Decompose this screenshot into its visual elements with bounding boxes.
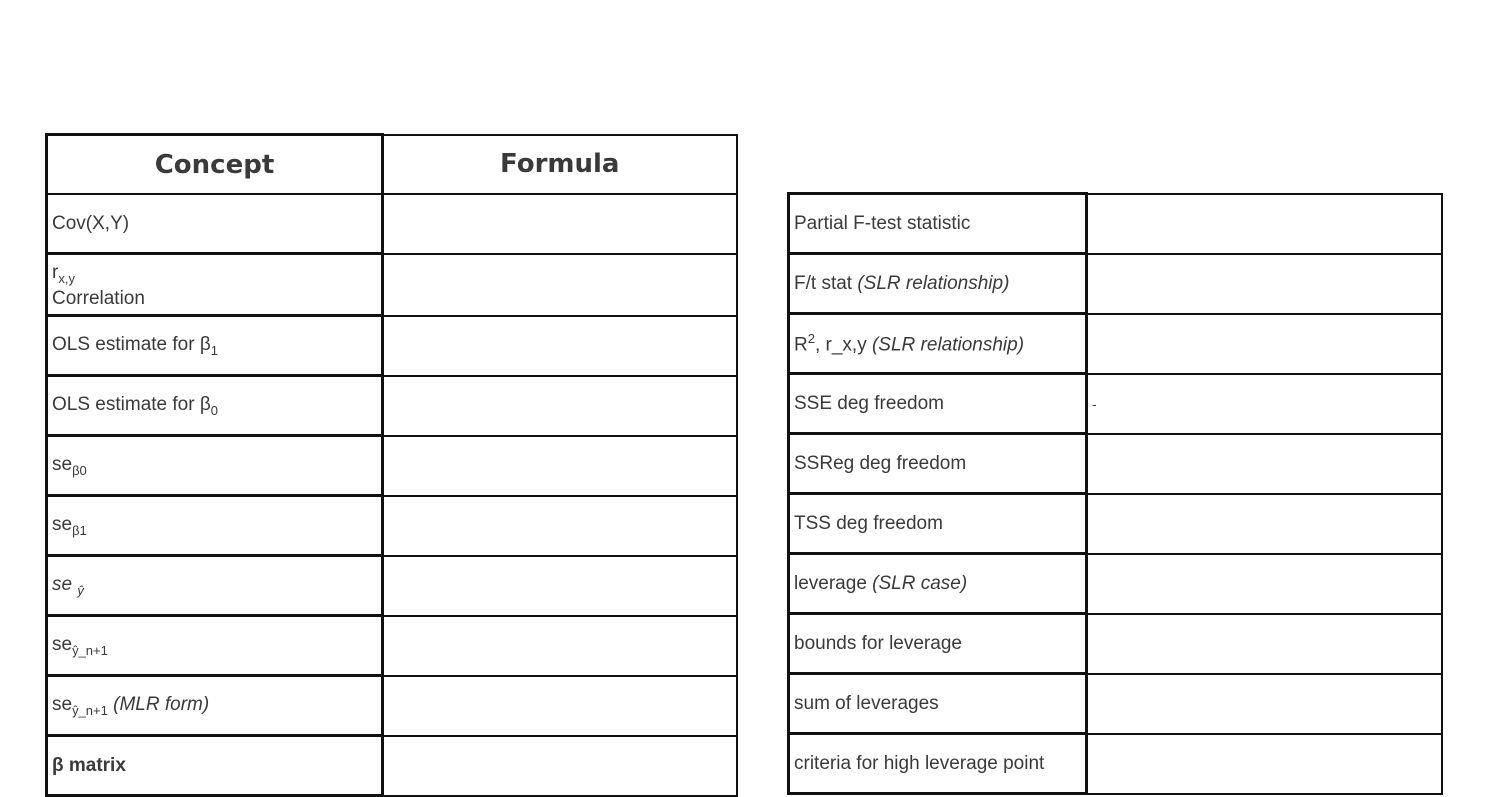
table-row <box>789 194 1442 254</box>
formula-cell[interactable] <box>1087 674 1442 734</box>
concept-text-line2: Correlation <box>52 288 145 310</box>
table-row <box>789 374 1442 434</box>
formula-cell[interactable] <box>383 556 737 616</box>
concept-cell <box>47 254 383 316</box>
concept-subscript: ŷ <box>77 582 84 598</box>
table-header-row <box>47 135 737 195</box>
table-row <box>789 434 1442 494</box>
table-row <box>47 616 737 676</box>
concept-text: bounds for leverage <box>794 632 962 654</box>
formula-cell[interactable] <box>383 436 737 496</box>
concept-cell <box>47 436 383 496</box>
table-row <box>789 494 1442 554</box>
concept-cell <box>789 494 1087 554</box>
concept-text: OLS estimate for β <box>52 393 211 415</box>
formula-cell[interactable] <box>1087 494 1442 554</box>
concept-text-rest: , r_x,y <box>814 334 867 356</box>
concept-note: (SLR case) <box>872 572 968 594</box>
formula-cell[interactable] <box>383 376 737 436</box>
concept-subscript: β1 <box>72 522 87 538</box>
concept-cell <box>47 736 383 796</box>
table-row <box>789 614 1442 674</box>
formula-cell[interactable] <box>383 616 737 676</box>
concept-subscript: x,y <box>58 270 75 286</box>
concept-cell <box>47 556 383 616</box>
formula-cell[interactable] <box>383 316 737 376</box>
formula-cell[interactable] <box>383 254 737 316</box>
formula-cell[interactable] <box>1087 374 1442 434</box>
table-row <box>47 556 737 616</box>
formula-cell[interactable] <box>1087 194 1442 254</box>
concept-text: se <box>52 513 73 535</box>
table-row <box>789 554 1442 614</box>
concept-text: se <box>52 693 73 715</box>
concept-cell <box>789 374 1087 434</box>
formula-cell[interactable] <box>383 496 737 556</box>
table-row <box>47 676 737 736</box>
concept-header: Concept <box>47 135 383 195</box>
table-row <box>789 674 1442 734</box>
concept-superscript: 2 <box>807 330 815 346</box>
concept-cell <box>789 314 1087 374</box>
formula-cell[interactable] <box>1087 314 1442 374</box>
concept-cell <box>47 316 383 376</box>
concept-text: Partial F-test statistic <box>794 212 971 234</box>
concept-text: sum of leverages <box>794 692 939 714</box>
concept-cell <box>789 554 1087 614</box>
formula-cell[interactable] <box>1087 254 1442 314</box>
concept-text: R <box>794 334 808 356</box>
concept-text: Cov(X,Y) <box>52 212 130 234</box>
table-row <box>47 254 737 316</box>
concept-text: r <box>52 261 59 283</box>
concept-text: SSReg deg freedom <box>794 452 967 474</box>
concept-cell <box>47 194 383 254</box>
concept-note: (MLR form) <box>113 693 210 715</box>
concept-cell <box>47 496 383 556</box>
concept-cell <box>789 674 1087 734</box>
concept-note: (SLR relationship) <box>857 272 1010 294</box>
concept-text: OLS estimate for β <box>52 333 211 355</box>
table-row <box>47 376 737 436</box>
concept-cell <box>789 434 1087 494</box>
concept-subscript: β0 <box>72 462 87 478</box>
table-row <box>47 496 737 556</box>
table-row <box>47 194 737 254</box>
concept-formula-table-right <box>787 192 1443 795</box>
concept-subscript: ŷ_n+1 <box>72 642 108 658</box>
concept-cell <box>47 376 383 436</box>
concept-cell <box>789 254 1087 314</box>
concept-text: SSE deg freedom <box>794 392 944 414</box>
concept-note: (SLR relationship) <box>871 334 1025 356</box>
table-row <box>47 436 737 496</box>
concept-text: criteria for high leverage point <box>794 752 1045 774</box>
concept-text: TSS deg freedom <box>794 512 943 534</box>
formula-header: Formula <box>383 135 737 195</box>
formula-text: - <box>1092 395 1097 412</box>
concept-cell <box>47 676 383 736</box>
concept-cell <box>789 194 1087 254</box>
table-row <box>47 316 737 376</box>
formula-cell[interactable] <box>1087 614 1442 674</box>
formula-cell[interactable] <box>383 676 737 736</box>
table-row <box>789 254 1442 314</box>
concept-text: F/t stat <box>794 272 853 294</box>
concept-cell <box>47 616 383 676</box>
concept-formula-table-left <box>45 133 738 797</box>
concept-subscript: 0 <box>210 402 218 418</box>
concept-text: se <box>52 633 73 655</box>
concept-text: β matrix <box>52 754 126 776</box>
concept-text: se <box>52 453 73 475</box>
table-row <box>789 314 1442 374</box>
concept-subscript: 1 <box>210 342 218 358</box>
formula-cell[interactable] <box>383 194 737 254</box>
concept-cell <box>789 614 1087 674</box>
concept-text: leverage <box>794 572 867 594</box>
concept-text: se <box>52 573 73 595</box>
table-row <box>47 736 737 796</box>
formula-cell[interactable] <box>383 736 737 796</box>
formula-cell[interactable] <box>1087 434 1442 494</box>
concept-subscript: ŷ_n+1 <box>72 702 108 718</box>
formula-cell[interactable] <box>1087 554 1442 614</box>
